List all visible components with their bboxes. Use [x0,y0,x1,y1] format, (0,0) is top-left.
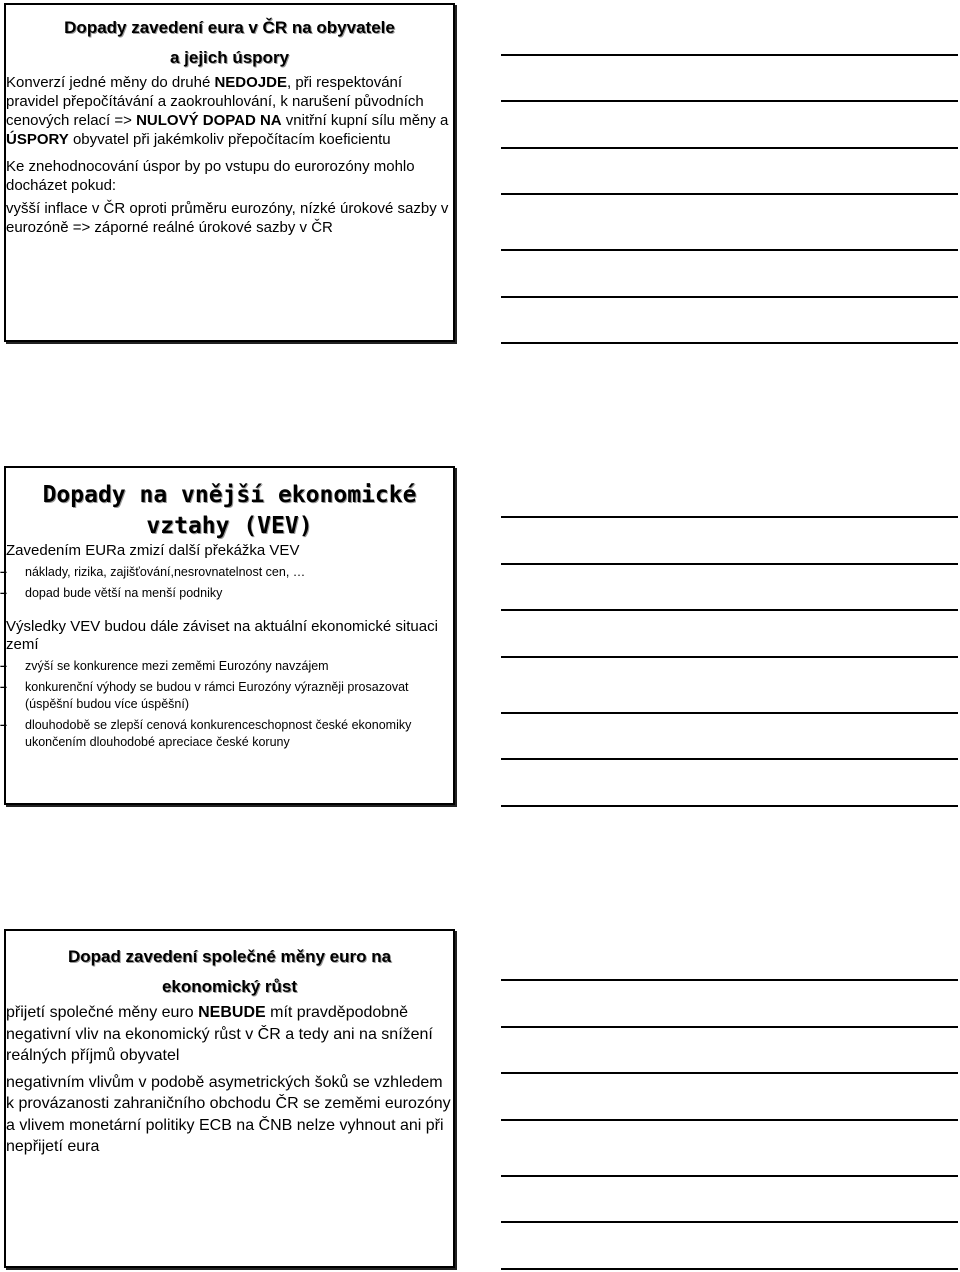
slide1-b1-text-1: Konverzí jedné měny do druhé [6,74,215,91]
notes-line [501,1072,958,1074]
sub-item-text: konkurenční výhody se budou v rámci Eurozóny výrazněji prosazovat (úspěšní budou více úspěšní) [25,680,409,711]
slide-euro-savings [4,3,455,342]
sub-item-text: dopad bude větší na menší podniky [25,586,223,600]
slide3-b2-text: negativním vlivům v podobě asymetrických šoků se vzhledem k provázanosti zahraničního obchodu ČR se zeměmi eurozóny a vlivem monetární politiky ECB na ČNB nelze vyhnout ani při nepřijetí eura [6,1073,451,1155]
slide2-bullet-obstacle [0,542,453,602]
slide3-b1-text-1: přijetí společné měny euro [6,1004,199,1021]
sub-item-text: dlouhodobě se zlepší cenová konkurenceschopnost české ekonomiky ukončením dlouhodobé apreciace české koruny [25,718,412,749]
slide2-title-line2: vztahy (VEV) [146,513,313,539]
slide2-b1-sublist [0,564,453,602]
notes-line [501,1119,958,1121]
slide-external-relations [0,466,455,805]
slide2-title [6,480,453,542]
slide3-title [6,942,453,1002]
slide3-title-line2: ekonomický růst [161,977,298,996]
notes-line [501,342,958,344]
sub-list-item [0,658,453,675]
notes-line [501,656,958,658]
notes-line [501,1221,958,1223]
dash-icon: – [0,680,7,694]
slide1-b1-emphasis-nulovy-dopad: NULOVÝ DOPAD NA [136,112,282,129]
slide1-b1-text-3: , při respektování pravidel přepočítávání a zaokrouhlování, k narušení původních cenových relací => [6,74,424,129]
slide1-b1-text-7: obyvatel při jakémkoliv přepočítacím koeficientu [68,131,391,148]
notes-line [501,609,958,611]
slide3-b1-text-3: mít pravděpodobně negativní vliv na ekonomický růst v ČR a tedy ani na snížení reálných příjmů obyvatel [6,1004,433,1064]
sub-list-item [0,564,453,581]
slide3-bullet-adoption [6,1002,453,1067]
notes-line [501,1268,958,1270]
sub-item-text: zvýší se konkurence mezi zeměmi Eurozóny navzájem [25,659,329,673]
sub-list-item [0,717,453,751]
slide2-b1-text: Zavedením EURa zmizí další překážka VEV [6,542,300,559]
slide3-b1-emphasis-nebude: NEBUDE [198,1004,266,1021]
sub-list-item [0,585,453,602]
notes-line [501,979,958,981]
slide1-b2-text: Ke znehodnocování úspor by po vstupu do eurorozóny mohlo docházet pokud: [6,158,415,194]
slide2-bullet-results [0,618,453,751]
slide2-b2-sublist [0,658,453,751]
notes-line [501,249,958,251]
slide2-title-line1: Dopady na vnější ekonomické [42,482,417,508]
slide1-bullet-list [6,73,453,237]
notes-line [501,296,958,298]
slide-economic-growth [4,929,455,1268]
slide3-bullet-list [6,1002,453,1158]
slide1-title [6,13,453,73]
dash-icon: – [0,586,7,600]
notes-line [501,805,958,807]
notes-line [501,1175,958,1177]
notes-line [501,516,958,518]
notes-line [501,712,958,714]
sub-list-item [0,679,453,713]
slide1-b2-continuation: vyšší inflace v ČR oproti průměru eurozóny, nízké úrokové sazby v eurozóně => záporné reálné úrokové sazby v ČR [6,200,449,236]
slide1-b1-emphasis-nedojde: NEDOJDE [214,74,287,91]
slide1-title-line2: a jejich úspory [169,48,290,67]
notes-line [501,100,958,102]
notes-line [501,758,958,760]
notes-line [501,54,958,56]
notes-line [501,193,958,195]
slide1-bullet-conversion [6,73,453,149]
sub-item-text: náklady, rizika, zajišťování,nesrovnatelnost cen, … [25,565,306,579]
slide1-bullet-devaluation [6,157,453,237]
slide2-bullet-list [0,542,453,751]
slide2-b2-text: Výsledky VEV budou dále záviset na aktuální ekonomické situaci zemí [6,618,438,653]
slide3-title-line1: Dopad zavedení společné měny euro na [67,947,392,966]
dash-icon: – [0,718,7,732]
slide3-bullet-shocks [6,1072,453,1158]
slide1-b1-text-5: vnitřní kupní sílu měny a [281,112,449,129]
notes-line [501,563,958,565]
dash-icon: – [0,565,7,579]
notes-line [501,1026,958,1028]
slide1-title-line1: Dopady zavedení eura v ČR na obyvatele [64,18,395,37]
notes-line [501,147,958,149]
slide1-b1-emphasis-uspory: ÚSPORY [6,131,69,148]
dash-icon: – [0,659,7,673]
